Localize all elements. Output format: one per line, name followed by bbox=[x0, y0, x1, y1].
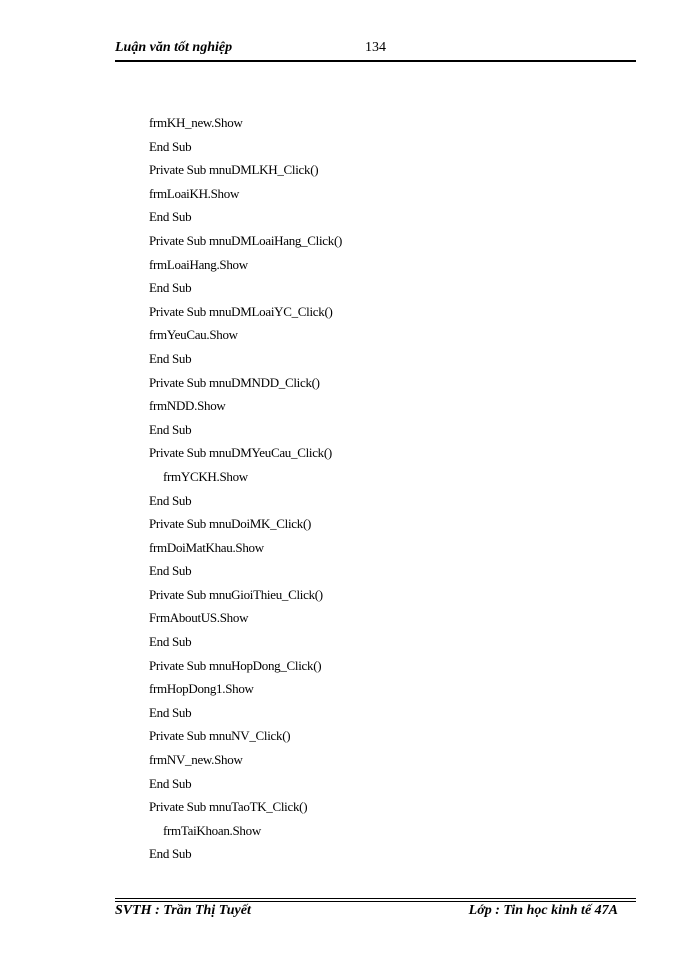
page-number: 134 bbox=[365, 40, 386, 55]
code-line: End Sub bbox=[149, 350, 192, 366]
code-line: frmYCKH.Show bbox=[163, 468, 248, 484]
code-line: End Sub bbox=[149, 209, 192, 225]
code-line: Private Sub mnuGioiThieu_Click() bbox=[149, 586, 323, 602]
code-line: Private Sub mnuDMLoaiYC_Click() bbox=[149, 303, 333, 319]
code-line: frmLoaiKH.Show bbox=[149, 185, 240, 201]
code-line: End Sub bbox=[149, 704, 192, 720]
code-line: End Sub bbox=[149, 775, 192, 791]
code-line: End Sub bbox=[149, 138, 192, 154]
code-line: Private Sub mnuHopDong_Click() bbox=[149, 657, 322, 673]
code-line: End Sub bbox=[149, 492, 192, 508]
code-line: FrmAboutUS.Show bbox=[149, 610, 249, 626]
code-line: frmNV_new.Show bbox=[149, 752, 243, 768]
header-title: Luận văn tốt nghiệp bbox=[115, 40, 233, 55]
code-line: End Sub bbox=[149, 846, 192, 862]
code-line: Private Sub mnuDMLKH_Click() bbox=[149, 162, 319, 178]
code-line: frmHopDong1.Show bbox=[149, 681, 254, 697]
code-line: frmNDD.Show bbox=[149, 398, 226, 414]
code-line: frmYeuCau.Show bbox=[149, 327, 238, 343]
footer-rule-top bbox=[115, 898, 636, 899]
code-line: End Sub bbox=[149, 280, 192, 296]
code-listing bbox=[149, 113, 342, 868]
code-line: End Sub bbox=[149, 563, 192, 579]
code-line: frmKH_new.Show bbox=[149, 115, 243, 130]
code-line: End Sub bbox=[149, 421, 192, 437]
code-line: frmDoiMatKhau.Show bbox=[149, 539, 264, 555]
footer-rule-bottom bbox=[115, 901, 636, 902]
code-line: End Sub bbox=[149, 634, 192, 650]
code-line: Private Sub mnuNV_Click() bbox=[149, 728, 291, 744]
header-rule bbox=[115, 60, 636, 62]
page-footer bbox=[115, 903, 636, 923]
footer-class: Lớp : Tin học kinh tế 47A bbox=[468, 903, 618, 918]
code-line: Private Sub mnuTaoTK_Click() bbox=[149, 799, 308, 815]
code-line: Private Sub mnuDMLoaiHang_Click() bbox=[149, 232, 343, 248]
footer-author: SVTH : Trần Thị Tuyết bbox=[115, 903, 251, 918]
code-line: frmTaiKhoan.Show bbox=[163, 822, 261, 838]
code-line: frmLoaiHang.Show bbox=[149, 256, 248, 272]
page-header bbox=[115, 40, 635, 62]
code-line: Private Sub mnuDMNDD_Click() bbox=[149, 374, 320, 390]
code-line: Private Sub mnuDoiMK_Click() bbox=[149, 516, 312, 532]
code-line: Private Sub mnuDMYeuCau_Click() bbox=[149, 445, 332, 461]
